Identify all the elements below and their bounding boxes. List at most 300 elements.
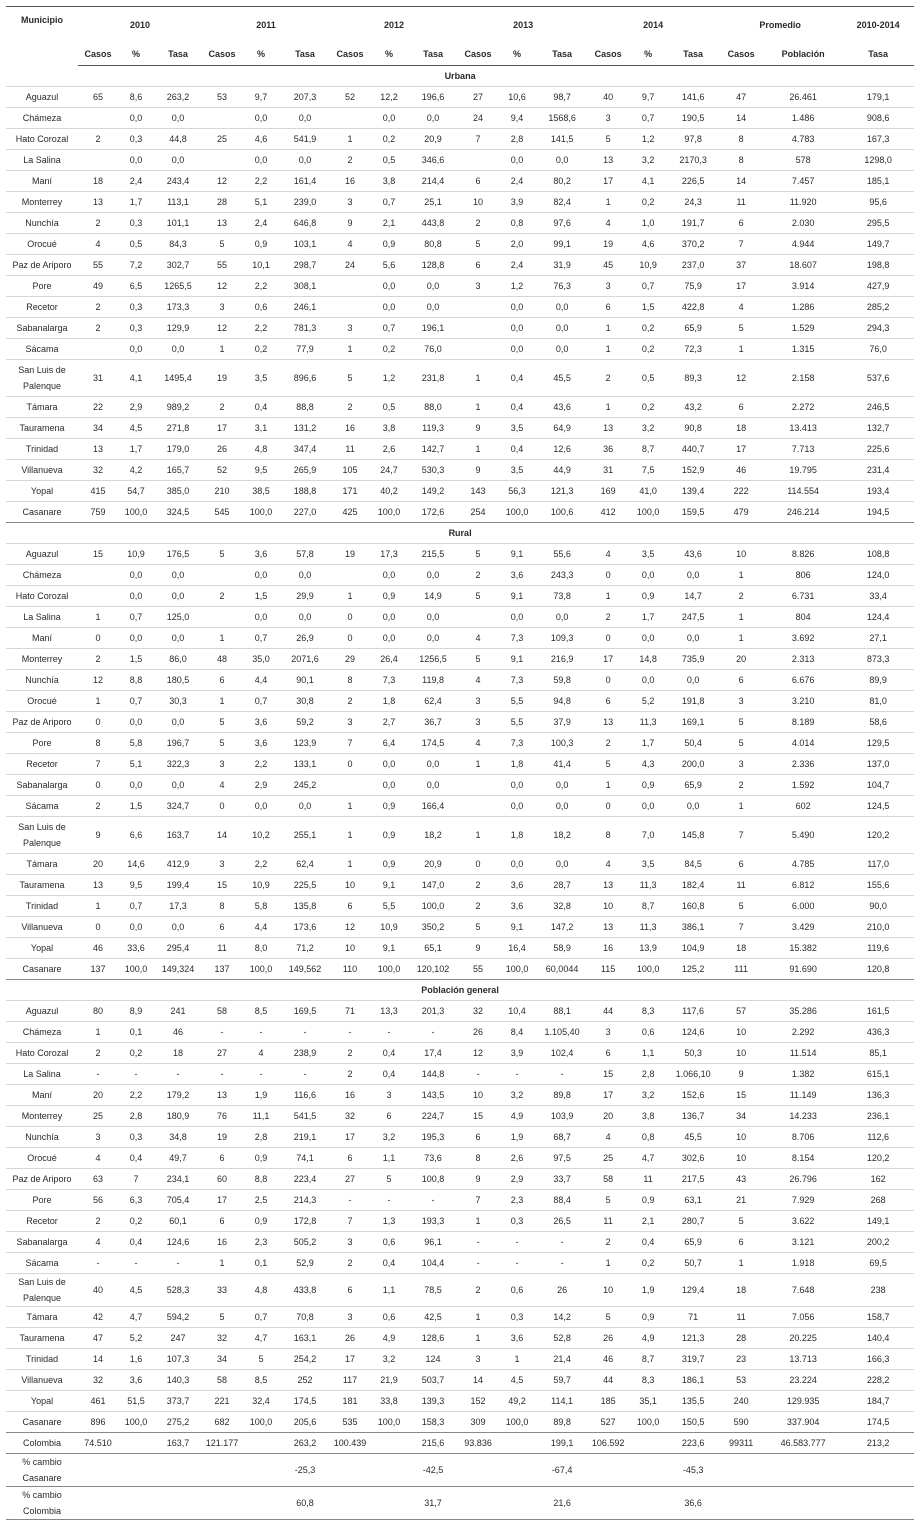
row-label: Trinidad [6,896,78,917]
table-cell: 225,6 [842,439,914,460]
table-cell [718,1487,764,1520]
table-cell: 13.413 [764,418,842,439]
table-cell: 308,1 [280,276,330,297]
table-cell: 137 [202,959,242,980]
table-cell [242,1487,280,1520]
table-cell: - [536,1232,588,1253]
table-cell: 17 [330,1127,370,1148]
header-year: 2013 [458,7,588,44]
table-cell: 0,6 [242,297,280,318]
table-cell: 5,2 [628,691,668,712]
table-cell: 33 [202,1274,242,1307]
row-label: San Luis de Palenque [6,1274,78,1307]
table-cell: 0 [588,796,628,817]
table-cell: 2071,6 [280,649,330,670]
table-cell: 13 [588,712,628,733]
table-cell: 59,7 [536,1370,588,1391]
table-cell: 60 [202,1169,242,1190]
table-cell: 226,5 [668,171,718,192]
table-cell: 2,3 [242,1232,280,1253]
table-cell: 137 [78,959,118,980]
table-cell: 46 [718,460,764,481]
subheader-cell: Casos [202,43,242,66]
table-cell: 0,0 [408,628,458,649]
table-cell: 4 [588,544,628,565]
table-cell: 16 [588,938,628,959]
table-cell: 100,0 [242,1412,280,1433]
table-cell: 6 [588,1043,628,1064]
table-cell: 2,8 [628,1064,668,1085]
table-cell: 0,3 [118,318,154,339]
table-cell: 0,2 [628,192,668,213]
table-cell: 12 [202,276,242,297]
table-cell: 4,9 [628,1328,668,1349]
table-cell: 5 [202,234,242,255]
table-row [6,129,914,150]
table-cell: 2,0 [498,234,536,255]
table-cell: 3,6 [118,1370,154,1391]
table-cell: 2 [588,360,628,397]
table-cell: 100,0 [118,1412,154,1433]
table-cell: 0,0 [408,754,458,775]
section-header-row [6,66,914,87]
table-cell: - [370,1022,408,1043]
table-cell: 32 [78,1370,118,1391]
table-cell: 89,8 [536,1412,588,1433]
row-label: % cambio Casanare [6,1454,78,1487]
table-cell: 35,1 [628,1391,668,1412]
table-row [6,854,914,875]
table-cell: 1,8 [498,817,536,854]
row-label: Recetor [6,297,78,318]
table-cell: 0,0 [370,565,408,586]
table-cell: 11 [718,192,764,213]
table-cell: 8.154 [764,1148,842,1169]
subheader-cell: % [242,43,280,66]
table-cell: 20 [718,649,764,670]
table-cell: 80,8 [408,234,458,255]
table-cell: 13 [78,439,118,460]
table-cell: 5,5 [498,691,536,712]
table-cell: 143 [458,481,498,502]
table-cell: -42,5 [408,1454,458,1487]
table-cell: 0,4 [370,1253,408,1274]
table-cell: 46 [588,1349,628,1370]
table-cell: 27 [330,1169,370,1190]
row-label: Casanare [6,1412,78,1433]
table-cell: 33,7 [536,1169,588,1190]
table-cell: 243,4 [154,171,202,192]
table-cell: 5 [242,1349,280,1370]
table-cell: 3 [202,297,242,318]
table-cell: 104,4 [408,1253,458,1274]
table-cell: 161,5 [842,1001,914,1022]
table-cell: 46.583.777 [764,1433,842,1454]
table-cell: 1,5 [118,649,154,670]
table-cell: 530,3 [408,460,458,481]
table-cell: 1 [78,691,118,712]
table-cell: 0,0 [536,297,588,318]
table-cell: 4.014 [764,733,842,754]
table-cell: 11 [330,439,370,460]
table-cell: 31,7 [408,1487,458,1520]
table-cell: 294,3 [842,318,914,339]
table-cell: 6,3 [118,1190,154,1211]
table-cell [118,1487,154,1520]
table-cell [78,586,118,607]
row-label: La Salina [6,607,78,628]
table-cell: 2,9 [242,775,280,796]
table-cell: 50,7 [668,1253,718,1274]
table-cell: 14,2 [536,1307,588,1328]
table-cell: 2 [330,1043,370,1064]
table-cell: 238,9 [280,1043,330,1064]
table-cell: 18.607 [764,255,842,276]
table-cell: 4,4 [242,670,280,691]
table-cell: - [118,1064,154,1085]
table-cell: 0,0 [370,607,408,628]
table-cell: 3,6 [498,1328,536,1349]
table-cell: 58 [588,1169,628,1190]
table-cell: 14,8 [628,649,668,670]
table-cell: 0,7 [118,607,154,628]
table-cell: 81,0 [842,691,914,712]
row-label: Colombia [6,1433,78,1454]
table-cell: 1 [588,397,628,418]
table-cell: 2,8 [498,129,536,150]
table-cell: 90,0 [842,896,914,917]
table-cell: 0,8 [498,213,536,234]
table-cell: 91.690 [764,959,842,980]
table-cell: 5 [718,318,764,339]
row-label: Chámeza [6,108,78,129]
table-cell: 12 [202,318,242,339]
table-cell: 265,9 [280,460,330,481]
table-cell: 3 [330,318,370,339]
table-cell [842,1454,914,1487]
table-cell: - [330,1022,370,1043]
table-cell: 2 [78,129,118,150]
table-cell: 35,0 [242,649,280,670]
table-cell: 14,7 [668,586,718,607]
table-cell: 159,5 [668,502,718,523]
table-cell: 1,1 [370,1148,408,1169]
table-row [6,796,914,817]
table-cell: 12 [718,360,764,397]
table-cell: 5,5 [498,712,536,733]
table-cell: 2,4 [118,171,154,192]
table-cell: 1 [78,896,118,917]
table-cell: 1,6 [118,1349,154,1370]
table-cell: 1.486 [764,108,842,129]
table-cell: 41,4 [536,754,588,775]
table-cell: 0,0 [408,775,458,796]
table-cell: 1 [718,796,764,817]
table-cell: 0,9 [242,1148,280,1169]
table-cell: 0,0 [154,775,202,796]
table-cell: 173,3 [154,297,202,318]
table-cell: 1,7 [628,733,668,754]
table-cell: 1 [202,628,242,649]
table-cell: 541,9 [280,129,330,150]
table-cell: 0,0 [154,628,202,649]
table-cell: 149,562 [280,959,330,980]
table-cell: 0,0 [536,318,588,339]
table-cell: 1 [718,339,764,360]
table-cell: 2 [202,586,242,607]
table-cell: 268 [842,1190,914,1211]
table-cell: 0,0 [668,796,718,817]
table-cell: 0,4 [242,397,280,418]
table-cell: 5 [458,917,498,938]
table-cell: 12,6 [536,439,588,460]
table-cell [78,339,118,360]
table-cell: 5 [718,896,764,917]
table-cell: 60,1 [154,1211,202,1232]
table-cell: 193,3 [408,1211,458,1232]
table-cell: 234,1 [154,1169,202,1190]
table-cell: 245,2 [280,775,330,796]
table-cell: 0,0 [370,276,408,297]
table-cell: 0 [588,670,628,691]
table-cell: 1.529 [764,318,842,339]
row-label: Nunchía [6,670,78,691]
table-cell: 103,1 [280,234,330,255]
table-cell: 8,4 [498,1022,536,1043]
table-cell: - [154,1064,202,1085]
table-row [6,1328,914,1349]
table-cell: 0,0 [154,150,202,171]
table-cell: 98,7 [536,87,588,108]
table-cell: 1 [718,1253,764,1274]
table-cell: 56 [78,1190,118,1211]
table-cell: 65 [78,87,118,108]
table-cell: 1 [718,628,764,649]
table-row [6,670,914,691]
table-cell: 4,9 [498,1106,536,1127]
table-cell: 238 [842,1274,914,1307]
row-label: Aguazul [6,87,78,108]
row-label: Maní [6,628,78,649]
row-label: Pore [6,1190,78,1211]
table-cell: 222 [718,481,764,502]
table-cell: - [280,1022,330,1043]
table-cell: 116,6 [280,1085,330,1106]
table-cell: 3,5 [498,418,536,439]
table-cell: 140,4 [842,1328,914,1349]
table-cell: 2,6 [498,1148,536,1169]
table-cell: 31 [588,460,628,481]
table-cell: 0,7 [118,896,154,917]
table-cell: 0,0 [370,297,408,318]
table-cell: 97,8 [668,129,718,150]
table-cell: 7 [458,1190,498,1211]
table-cell: 200,2 [842,1232,914,1253]
table-cell: 0,0 [668,565,718,586]
table-cell: 113,1 [154,192,202,213]
table-cell: 0 [588,628,628,649]
table-cell: 63,1 [668,1190,718,1211]
table-cell: 7,2 [118,255,154,276]
table-cell: 5 [588,1190,628,1211]
table-cell: 27,1 [842,628,914,649]
table-cell: 166,3 [842,1349,914,1370]
table-cell [588,1454,628,1487]
table-cell: 255,1 [280,817,330,854]
table-cell: 24 [330,255,370,276]
table-cell: 1,3 [370,1211,408,1232]
table-cell: 4,1 [628,171,668,192]
table-cell: 10,9 [242,875,280,896]
table-cell: 3.622 [764,1211,842,1232]
table-cell: 110 [330,959,370,980]
table-cell [458,796,498,817]
table-cell: 3,2 [628,418,668,439]
table-cell: 52 [202,460,242,481]
table-cell: 0,6 [370,1232,408,1253]
table-cell: 158,7 [842,1307,914,1328]
table-cell: 0,6 [370,1307,408,1328]
subheader-cell: Tasa [280,43,330,66]
table-cell: 0,0 [498,150,536,171]
table-cell: 1 [330,129,370,150]
table-row [6,171,914,192]
table-cell: 117,6 [668,1001,718,1022]
table-cell: 3 [458,691,498,712]
table-cell: 3,8 [370,171,408,192]
table-cell: 254,2 [280,1349,330,1370]
table-cell: 3,1 [242,418,280,439]
table-cell: 75,9 [668,276,718,297]
table-row [6,397,914,418]
table-cell: 100,0 [408,896,458,917]
table-cell: 4 [588,1127,628,1148]
row-label: Villanueva [6,1370,78,1391]
table-cell: 207,3 [280,87,330,108]
table-cell: 17,4 [408,1043,458,1064]
table-cell: 152,6 [668,1085,718,1106]
table-cell: 215,6 [408,1433,458,1454]
row-label: Támara [6,1307,78,1328]
table-cell: 254 [458,502,498,523]
table-cell: 128,6 [408,1328,458,1349]
table-row [6,150,914,171]
table-cell: 908,6 [842,108,914,129]
table-cell: 14 [718,108,764,129]
table-cell: 295,4 [154,938,202,959]
table-cell: 0 [78,775,118,796]
table-cell: 2,2 [242,318,280,339]
table-cell: 194,5 [842,502,914,523]
row-label: Monterrey [6,649,78,670]
table-cell [458,318,498,339]
table-cell: 19 [588,234,628,255]
table-cell: 16 [330,171,370,192]
table-cell: 0,2 [370,339,408,360]
table-cell: - [458,1232,498,1253]
row-label: San Luis de Palenque [6,817,78,854]
table-cell: 185 [588,1391,628,1412]
table-cell: 29 [330,649,370,670]
row-label: Chámeza [6,1022,78,1043]
table-cell: 6,6 [118,817,154,854]
table-cell: 324,7 [154,796,202,817]
table-cell: 461 [78,1391,118,1412]
table-cell [118,1454,154,1487]
table-row [6,502,914,523]
table-cell: 179,0 [154,439,202,460]
table-cell: 49,7 [154,1148,202,1169]
table-cell: 223,6 [668,1433,718,1454]
table-cell: 57 [718,1001,764,1022]
subheader-cell: % [628,43,668,66]
table-cell: 10,1 [242,255,280,276]
table-cell: 1,1 [370,1274,408,1307]
table-cell: 44,9 [536,460,588,481]
table-cell: 33,8 [370,1391,408,1412]
table-cell: - [202,1064,242,1085]
table-cell: 46 [154,1022,202,1043]
table-cell: 13 [202,1085,242,1106]
table-cell: 120,8 [842,959,914,980]
table-cell: 57,8 [280,544,330,565]
table-cell: 0,0 [118,565,154,586]
table-cell: 9 [458,418,498,439]
table-cell: 263,2 [154,87,202,108]
table-cell: 21,6 [536,1487,588,1520]
table-cell: 100,8 [408,1169,458,1190]
table-cell: 152 [458,1391,498,1412]
table-cell: 10 [718,544,764,565]
table-cell: - [408,1190,458,1211]
table-cell: 8,7 [628,439,668,460]
table-cell [764,1487,842,1520]
table-cell: 9,1 [370,938,408,959]
table-cell: 51,5 [118,1391,154,1412]
table-cell: 19 [202,1127,242,1148]
table-cell: 0,4 [370,1043,408,1064]
table-cell: 0,7 [118,691,154,712]
table-row [6,1148,914,1169]
table-cell: 121,3 [668,1328,718,1349]
table-cell: 8 [718,129,764,150]
table-cell [628,1487,668,1520]
table-cell: 578 [764,150,842,171]
table-cell: 319,7 [668,1349,718,1370]
table-cell: 1,9 [628,1274,668,1307]
table-cell: 115 [588,959,628,980]
table-cell: 0 [330,628,370,649]
table-cell: 161,4 [280,171,330,192]
table-cell: 0,7 [628,108,668,129]
table-cell: 35.286 [764,1001,842,1022]
table-cell: 1,7 [628,607,668,628]
table-cell: 15 [78,544,118,565]
table-cell: 0,3 [118,129,154,150]
table-cell: 0,0 [280,607,330,628]
table-cell: 3 [330,1307,370,1328]
table-cell [842,1487,914,1520]
table-cell: 0,0 [498,318,536,339]
table-cell: 231,8 [408,360,458,397]
table-cell: 22 [78,397,118,418]
table-cell: 594,2 [154,1307,202,1328]
table-cell: 8,3 [628,1001,668,1022]
table-cell: 27 [458,87,498,108]
table-cell: 21,9 [370,1370,408,1391]
table-cell: 1 [458,360,498,397]
table-cell: 143,5 [408,1085,458,1106]
